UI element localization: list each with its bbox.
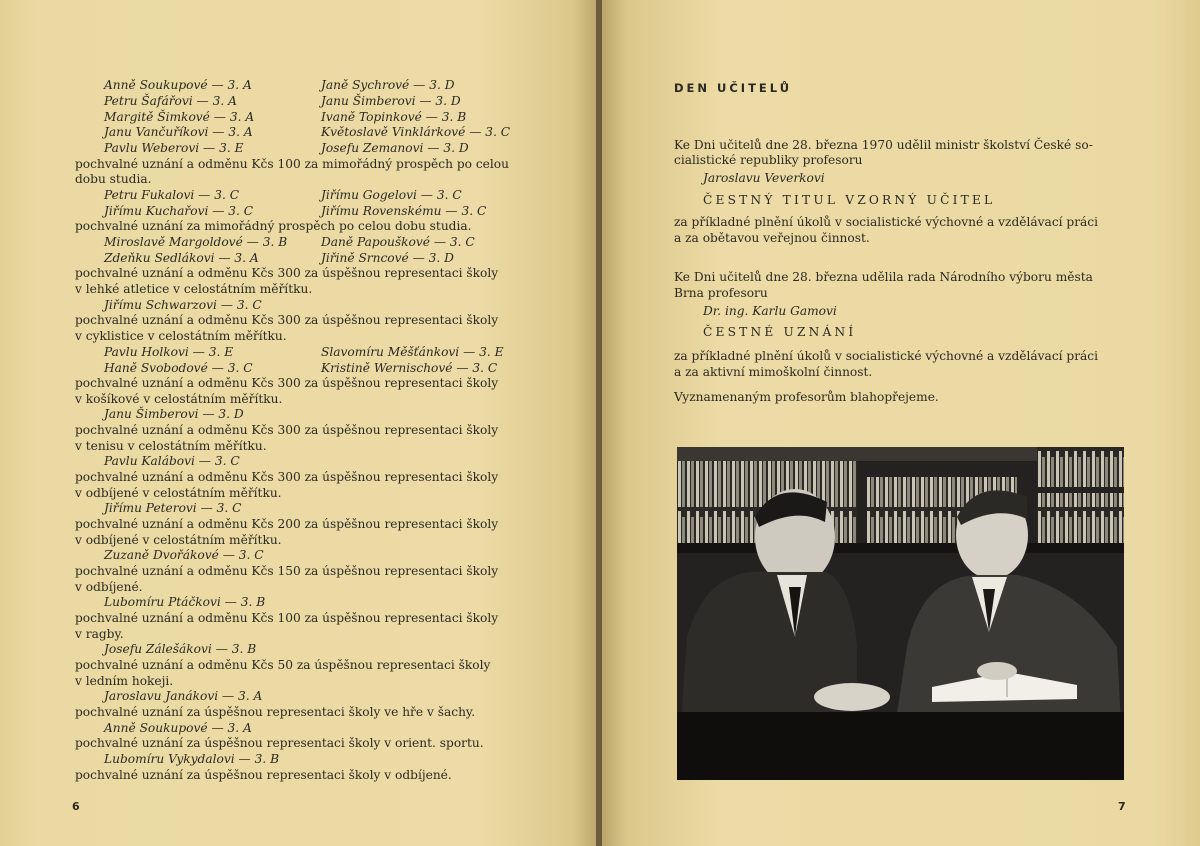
award-text: v košíkové v celostátním měřítku.: [75, 392, 283, 406]
page-title: DEN UČITELŮ: [674, 81, 793, 95]
name-entry: Pavlu Weberovi — 3. E: [104, 141, 244, 155]
award-text: pochvalné uznání a odměnu Kčs 300 za úspěšnou representaci školy: [75, 376, 499, 390]
name-entry: Janu Šimberovi — 3. D: [321, 94, 461, 108]
award-text: v cyklistice v celostátním měřítku.: [75, 329, 287, 343]
name-entry: Janě Sychrové — 3. D: [321, 78, 455, 92]
honoree-name: Jaroslavu Veverkovi: [703, 171, 825, 185]
name-entry: Anně Soukupové — 3. A: [104, 721, 252, 735]
paragraph-line: za příkladné plnění úkolů v socialistické výchovné a vzdělávací práci: [674, 349, 1099, 363]
award-text: v odbíjené v celostátním měřítku.: [75, 486, 282, 500]
award-text: v tenisu v celostátním měřítku.: [75, 439, 267, 453]
name-entry: Kristině Wernischové — 3. C: [321, 361, 498, 375]
name-entry: Zdeňku Sedlákovi — 3. A: [104, 251, 259, 265]
award-text: v odbíjené.: [75, 580, 143, 594]
name-entry: Petru Fukalovi — 3. C: [104, 188, 240, 202]
award-text: pochvalné uznání a odměnu Kčs 100 za mimořádný prospěch po celou: [75, 157, 509, 171]
name-entry: Květoslavě Vinklárkové — 3. C: [321, 125, 511, 139]
name-entry: Janu Vančuříkovi — 3. A: [104, 125, 253, 139]
paragraph-line: Vyznamenaným profesorům blahopřejeme.: [674, 390, 939, 404]
name-entry: Daně Papouškové — 3. C: [321, 235, 475, 249]
name-entry: Janu Šimberovi — 3. D: [104, 407, 244, 421]
page-number: 6: [72, 800, 80, 813]
right-page: [602, 0, 1200, 846]
paragraph-line: Brna profesoru: [674, 286, 768, 300]
name-entry: Jiřímu Kuchařovi — 3. C: [104, 204, 254, 218]
name-entry: Haně Svobodové — 3. C: [104, 361, 253, 375]
name-entry: Josefu Zálešákovi — 3. B: [104, 642, 257, 656]
award-text: pochvalné uznání za mimořádný prospěch po celou dobu studia.: [75, 219, 472, 233]
page-number: 7: [1118, 800, 1126, 813]
award-text: pochvalné uznání za úspěšnou representaci školy ve hře v šachy.: [75, 705, 476, 719]
photo-illustration: [677, 447, 1124, 780]
name-entry: Jiřině Srncové — 3. D: [321, 251, 454, 265]
name-entry: Zuzaně Dvořákové — 3. C: [104, 548, 264, 562]
award-text: pochvalné uznání a odměnu Kčs 50 za úspěšnou representaci školy: [75, 658, 491, 672]
paragraph-line: cialistické republiky profesoru: [674, 153, 863, 167]
paragraph-line: Ke Dni učitelů dne 28. března 1970 udělil ministr školství České so-: [674, 138, 1093, 152]
name-entry: Lubomíru Ptáčkovi — 3. B: [104, 595, 266, 609]
award-text: v ledním hokeji.: [75, 674, 174, 688]
name-entry: Margitě Šimkové — 3. A: [104, 110, 255, 124]
paragraph-line: a za aktivní mimoškolní činnost.: [674, 365, 873, 379]
honoree-name: Dr. ing. Karlu Gamovi: [703, 304, 837, 318]
award-text: pochvalné uznání a odměnu Kčs 300 za úspěšnou representaci školy: [75, 470, 499, 484]
award-text: pochvalné uznání za úspěšnou representaci školy v odbíjené.: [75, 768, 452, 782]
teachers-photo: [677, 447, 1124, 780]
paragraph-line: a za obětavou veřejnou činnost.: [674, 231, 870, 245]
paragraph-line: Ke Dni učitelů dne 28. března udělila rada Národního výboru města: [674, 270, 1093, 284]
award-text: pochvalné uznání a odměnu Kčs 100 za úspěšnou representaci školy: [75, 611, 499, 625]
name-entry: Pavlu Kalábovi — 3. C: [104, 454, 240, 468]
award-text: pochvalné uznání za úspěšnou representaci školy v orient. sportu.: [75, 736, 484, 750]
award-text: pochvalné uznání a odměnu Kčs 150 za úspěšnou representaci školy: [75, 564, 499, 578]
award-title: ČESTNÝ TITUL VZORNÝ UČITEL: [703, 193, 996, 207]
name-entry: Jiřímu Gogelovi — 3. C: [321, 188, 462, 202]
name-entry: Lubomíru Vykydalovi — 3. B: [104, 752, 280, 766]
name-entry: Jaroslavu Janákovi — 3. A: [104, 689, 263, 703]
left-page: [0, 0, 598, 846]
name-entry: Petru Šafářovi — 3. A: [104, 94, 237, 108]
award-text: pochvalné uznání a odměnu Kčs 300 za úspěšnou representaci školy: [75, 266, 499, 280]
award-text: v odbíjené v celostátním měřítku.: [75, 533, 282, 547]
paragraph-line: za příkladné plnění úkolů v socialistické výchovné a vzdělávací práci: [674, 215, 1099, 229]
award-title: ČESTNÉ UZNÁNÍ: [703, 325, 857, 339]
award-text: v ragby.: [75, 627, 124, 641]
award-text: pochvalné uznání a odměnu Kčs 200 za úspěšnou representaci školy: [75, 517, 499, 531]
name-entry: Pavlu Holkovi — 3. E: [104, 345, 234, 359]
name-entry: Ivaně Topinkové — 3. B: [321, 110, 467, 124]
name-entry: Slavomíru Měšťánkovi — 3. E: [321, 345, 504, 359]
name-entry: Jiřímu Peterovi — 3. C: [104, 501, 242, 515]
award-text: pochvalné uznání a odměnu Kčs 300 za úspěšnou representaci školy: [75, 423, 499, 437]
name-entry: Jiřímu Rovenskému — 3. C: [321, 204, 487, 218]
award-text: dobu studia.: [75, 172, 152, 186]
award-text: v lehké atletice v celostátním měřítku.: [75, 282, 313, 296]
name-entry: Miroslavě Margoldové — 3. B: [104, 235, 288, 249]
award-text: pochvalné uznání a odměnu Kčs 300 za úspěšnou representaci školy: [75, 313, 499, 327]
name-entry: Josefu Zemanovi — 3. D: [321, 141, 469, 155]
name-entry: Jiřímu Schwarzovi — 3. C: [104, 298, 262, 312]
name-entry: Anně Soukupové — 3. A: [104, 78, 252, 92]
